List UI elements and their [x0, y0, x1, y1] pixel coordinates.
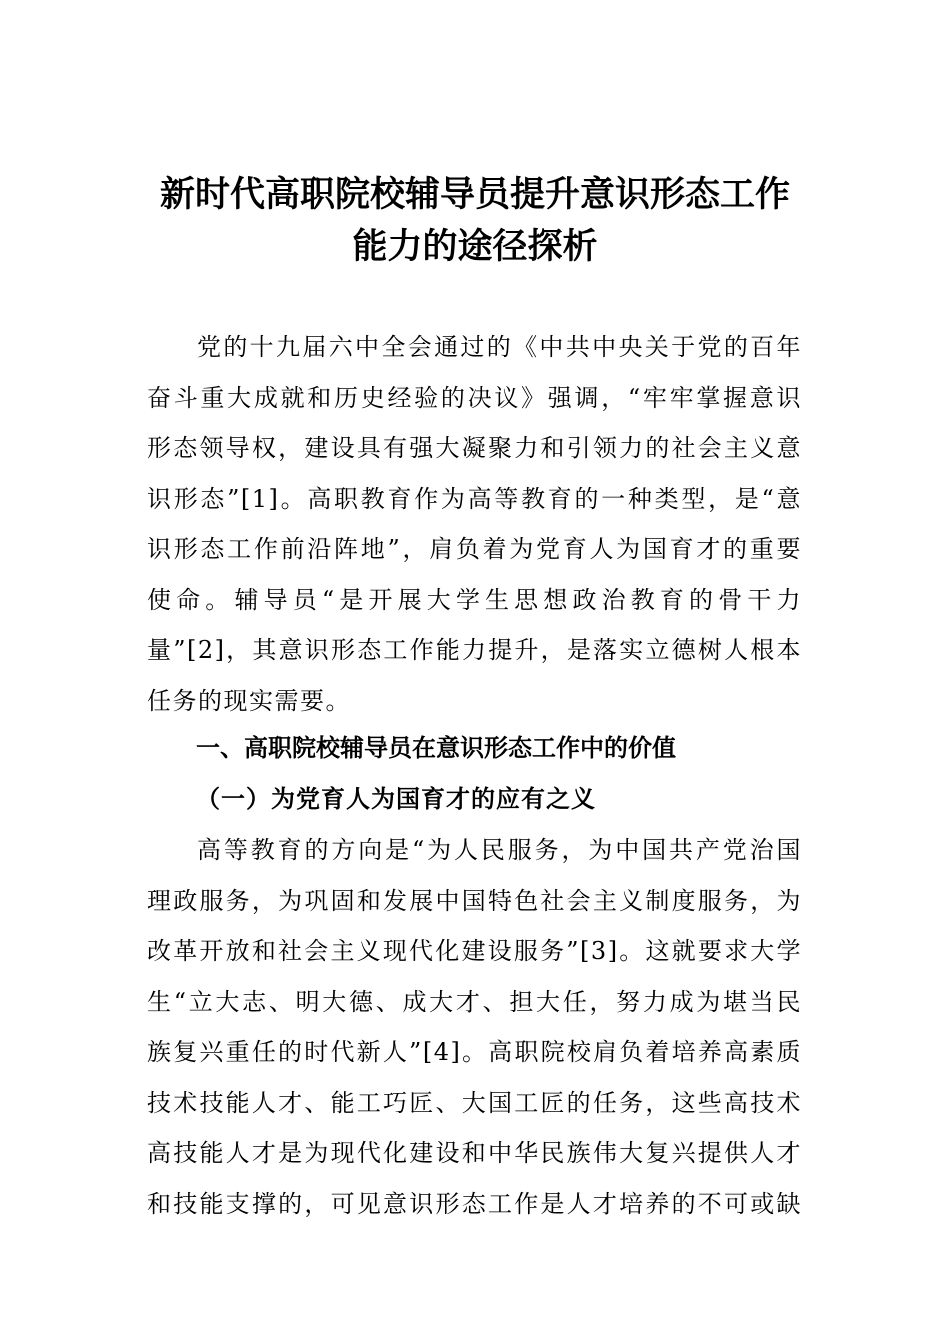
paragraph-line: 高技能人才是为现代化建设和中华民族伟大复兴提供人才: [147, 1139, 802, 1167]
paragraph-line: 形态领导权，建设具有强大凝聚力和引领力的社会主义意: [147, 434, 802, 462]
paragraph-line: 使命。辅导员“是开展大学生思想政治教育的骨干力: [147, 585, 802, 614]
paragraph-line: 识形态”[1]。高职教育作为高等教育的一种类型，是“意: [147, 484, 802, 513]
document-title-line-1: 新时代高职院校辅导员提升意识形态工作: [159, 174, 790, 215]
paragraph-line: 量”[2]，其意识形态工作能力提升，是落实立德树人根本: [147, 636, 802, 664]
paragraph-line: 和技能支撑的，可见意识形态工作是人才培养的不可或缺: [147, 1189, 802, 1218]
paragraph-section-1: [147, 825, 802, 1229]
paragraph-intro: [147, 322, 802, 726]
paragraph-line: 奋斗重大成就和历史经验的决议》强调，“牢牢掌握意识: [147, 383, 802, 412]
paragraph-line: 高等教育的方向是“为人民服务，为中国共产党治国: [197, 836, 802, 864]
paragraph-line: 生“立大志、明大德、成大才、担大任，努力成为堪当民: [147, 987, 802, 1016]
section-heading-1: 一、高职院校辅导员在意识形态工作中的价值: [196, 734, 676, 762]
paragraph-line: 改革开放和社会主义现代化建设服务”[3]。这就要求大学: [147, 937, 802, 965]
document-title-line-2: 能力的途径探析: [352, 226, 598, 267]
paragraph-line: 识形态工作前沿阵地”，肩负着为党育人为国育才的重要: [147, 535, 802, 563]
paragraph-line: 党的十九届六中全会通过的《中共中央关于党的百年: [197, 333, 802, 361]
paragraph-line: 理政服务，为巩固和发展中国特色社会主义制度服务，为: [147, 886, 802, 915]
paragraph-line: 族复兴重任的时代新人”[4]。高职院校肩负着培养高素质: [147, 1038, 802, 1066]
paragraph-line: 技术技能人才、能工巧匠、大国工匠的任务，这些高技术: [147, 1088, 802, 1117]
subsection-heading-1: （一）为党育人为国育才的应有之义: [196, 784, 596, 813]
paragraph-line: 任务的现实需要。: [147, 686, 351, 715]
